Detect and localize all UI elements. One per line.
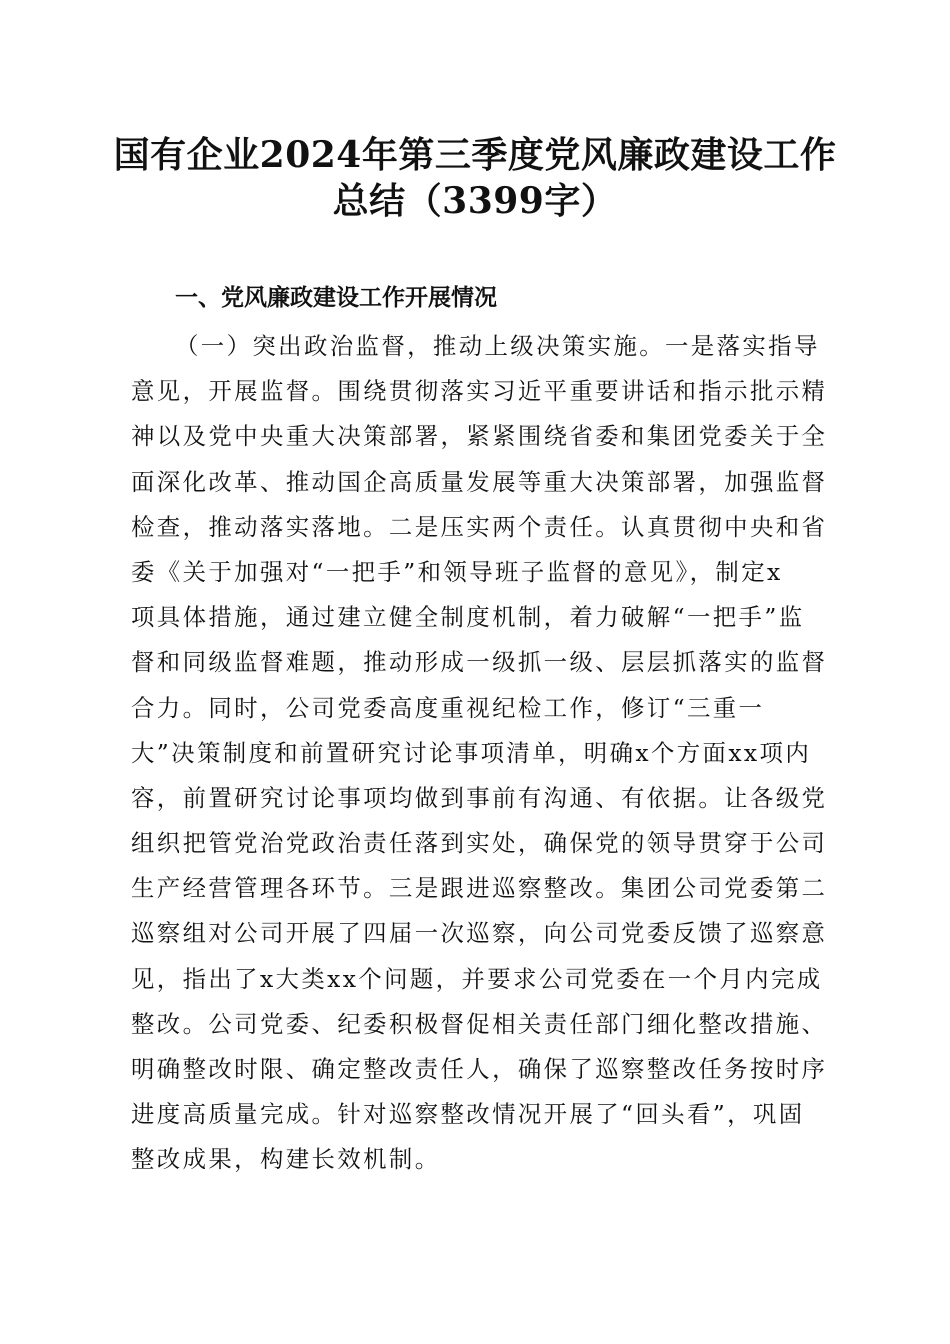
paragraph-line: 容，前置研究讨论事项均做到事前有沟通、有依据。让各级党: [131, 783, 828, 812]
paragraph-line: 意见，开展监督。围绕贯彻落实习近平重要讲话和指示批示精: [131, 377, 828, 406]
section-heading: 一、党风廉政建设工作开展情况: [175, 285, 497, 311]
paragraph-line: 组织把管党治党政治责任落到实处，确保党的领导贯穿于公司: [131, 829, 828, 858]
paragraph-line: 见，指出了x大类xx个问题，并要求公司党委在一个月内完成: [131, 964, 823, 993]
paragraph-line: 委《关于加强对“一把手”和领导班子监督的意见》，制定x: [131, 557, 783, 586]
paragraph-line: 面深化改革、推动国企高质量发展等重大决策部署，加强监督: [131, 467, 828, 496]
paragraph: [131, 324, 831, 1183]
paragraph-line: 合力。同时，公司党委高度重视纪检工作，修订“三重一: [131, 693, 765, 722]
paragraph-line: 生产经营管理各环节。三是跟进巡察整改。集团公司党委第二: [131, 874, 828, 903]
paragraph-line: 整改成果，构建长效机制。: [131, 1145, 441, 1174]
paragraph-line: 督和同级监督难题，推动形成一级抓一级、层层抓落实的监督: [131, 648, 828, 677]
paragraph-line: 明确整改时限、确定整改责任人，确保了巡察整改任务按时序: [131, 1055, 828, 1083]
paragraph-line: 项具体措施，通过建立健全制度机制，着力破解“一把手”监: [131, 603, 805, 632]
paragraph-line: 大”决策制度和前置研究讨论事项清单，明确x个方面xx项内: [131, 738, 812, 767]
paragraph-line: 进度高质量完成。针对巡察整改情况开展了“回头看”，巩固: [131, 1100, 805, 1129]
paragraph-line: 检查，推动落实落地。二是压实两个责任。认真贯彻中央和省: [131, 512, 828, 541]
title-line-1: 国有企业2024年第三季度党风廉政建设工作: [113, 134, 837, 176]
paragraph-line: 整改。公司党委、纪委积极督促相关责任部门细化整改措施、: [131, 1009, 828, 1038]
document-title: [100, 132, 850, 224]
paragraph-line: 神以及党中央重大决策部署，紧紧围绕省委和集团党委关于全: [131, 422, 828, 451]
paragraph-line: （一）突出政治监督，推动上级决策实施。一是落实指导: [175, 332, 820, 360]
title-line-2: 总结（3399字）: [332, 180, 618, 222]
paragraph-line: 巡察组对公司开展了四届一次巡察，向公司党委反馈了巡察意: [131, 919, 828, 948]
